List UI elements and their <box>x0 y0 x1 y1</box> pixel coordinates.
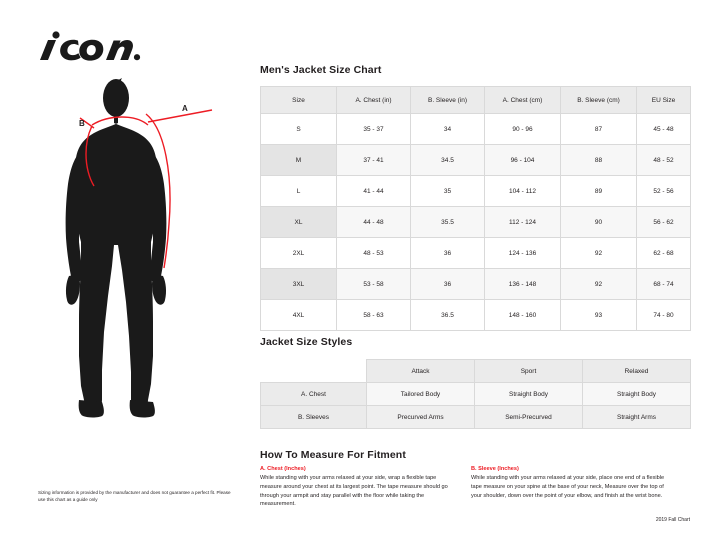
table-row <box>261 300 691 331</box>
styles-row-label-sleeves: B. Sleeves <box>261 406 367 429</box>
styles-col-attack: Attack <box>367 360 475 383</box>
cell-sleeve-in: 34.5 <box>411 145 485 176</box>
cell-size: 3XL <box>261 269 337 300</box>
fitment-chest <box>260 466 455 509</box>
cell-eu-size: 68 - 74 <box>637 269 691 300</box>
cell-eu-size: 45 - 48 <box>637 114 691 145</box>
size-chart-title: Men's Jacket Size Chart <box>260 64 382 76</box>
cell-chest-cm: 148 - 160 <box>485 300 561 331</box>
label-b: B <box>79 119 85 128</box>
styles-cell-relaxed: Straight Arms <box>583 406 691 429</box>
styles-corner-cell <box>261 360 367 383</box>
table-row <box>261 114 691 145</box>
styles-col-relaxed: Relaxed <box>583 360 691 383</box>
jacket-styles-table <box>260 359 691 429</box>
cell-sleeve-cm: 88 <box>561 145 637 176</box>
fitment-chest-heading: A. Chest (Inches) <box>260 466 306 472</box>
cell-chest-cm: 124 - 136 <box>485 238 561 269</box>
styles-col-sport: Sport <box>475 360 583 383</box>
cell-sleeve-in: 36 <box>411 238 485 269</box>
col-header-sleeve-cm: B. Sleeve (cm) <box>561 87 637 114</box>
cell-size: 4XL <box>261 300 337 331</box>
styles-cell-attack: Precurved Arms <box>367 406 475 429</box>
cell-chest-in: 41 - 44 <box>337 176 411 207</box>
body-figure-illustration <box>36 70 236 430</box>
cell-chest-cm: 104 - 112 <box>485 176 561 207</box>
cell-sleeve-cm: 92 <box>561 269 637 300</box>
col-header-sleeve-in: B. Sleeve (in) <box>411 87 485 114</box>
fitment-sleeve <box>471 466 666 509</box>
styles-row <box>261 406 691 429</box>
cell-chest-in: 58 - 63 <box>337 300 411 331</box>
cell-chest-cm: 136 - 148 <box>485 269 561 300</box>
cell-chest-in: 48 - 53 <box>337 238 411 269</box>
fitment-chest-body: While standing with your arms relaxed at your side, wrap a flexible tape measure around your chest at its largest point. The tape measure should go through your armpit and stay parallel with the floor while taking the measurement. <box>260 475 448 508</box>
cell-sleeve-in: 36 <box>411 269 485 300</box>
cell-eu-size: 56 - 62 <box>637 207 691 238</box>
cell-chest-in: 37 - 41 <box>337 145 411 176</box>
table-row <box>261 176 691 207</box>
col-header-eu-size: EU Size <box>637 87 691 114</box>
styles-cell-sport: Straight Body <box>475 383 583 406</box>
cell-sleeve-cm: 89 <box>561 176 637 207</box>
col-header-chest-in: A. Chest (in) <box>337 87 411 114</box>
size-chart-table <box>260 86 691 331</box>
cell-size: S <box>261 114 337 145</box>
cell-size: XL <box>261 207 337 238</box>
cell-chest-in: 44 - 48 <box>337 207 411 238</box>
cell-size: L <box>261 176 337 207</box>
cell-sleeve-in: 35.5 <box>411 207 485 238</box>
table-row <box>261 207 691 238</box>
styles-chart-title: Jacket Size Styles <box>260 336 353 348</box>
cell-chest-in: 35 - 37 <box>337 114 411 145</box>
styles-header-row <box>261 360 691 383</box>
styles-cell-relaxed: Straight Body <box>583 383 691 406</box>
cell-size: M <box>261 145 337 176</box>
cell-chest-cm: 112 - 124 <box>485 207 561 238</box>
cell-eu-size: 74 - 80 <box>637 300 691 331</box>
cell-chest-cm: 96 - 104 <box>485 145 561 176</box>
styles-row-label-chest: A. Chest <box>261 383 367 406</box>
cell-chest-cm: 90 - 96 <box>485 114 561 145</box>
label-a: A <box>182 104 188 113</box>
fitment-title: How To Measure For Fitment <box>260 449 406 461</box>
cell-sleeve-in: 36.5 <box>411 300 485 331</box>
styles-cell-attack: Tailored Body <box>367 383 475 406</box>
cell-chest-in: 53 - 58 <box>337 269 411 300</box>
table-row <box>261 145 691 176</box>
table-header-row <box>261 87 691 114</box>
cell-sleeve-cm: 93 <box>561 300 637 331</box>
cell-eu-size: 62 - 68 <box>637 238 691 269</box>
cell-sleeve-cm: 90 <box>561 207 637 238</box>
table-row <box>261 269 691 300</box>
cell-sleeve-in: 35 <box>411 176 485 207</box>
cell-eu-size: 48 - 52 <box>637 145 691 176</box>
fitment-sleeve-body: While standing with your arms relaxed at your side, place one end of a flexible tape measure on your spine at the base of your neck, Measure over the top of your shoulder, down over the point of your elbow, and finish at the wrist bone. <box>471 475 665 499</box>
fitment-instructions <box>260 466 690 509</box>
cell-sleeve-in: 34 <box>411 114 485 145</box>
sizing-disclaimer: Sizing information is provided by the manufacturer and does not guarantee a perfect fit. Please use this chart as a guide only <box>38 490 231 503</box>
styles-row <box>261 383 691 406</box>
styles-cell-sport: Semi-Precurved <box>475 406 583 429</box>
col-header-chest-cm: A. Chest (cm) <box>485 87 561 114</box>
icon-brand-logo <box>34 28 159 68</box>
cell-sleeve-cm: 87 <box>561 114 637 145</box>
cell-size: 2XL <box>261 238 337 269</box>
left-column <box>0 0 250 540</box>
cell-eu-size: 52 - 56 <box>637 176 691 207</box>
chart-footer-note: 2019 Fall Chart <box>655 517 690 523</box>
cell-sleeve-cm: 92 <box>561 238 637 269</box>
table-row <box>261 238 691 269</box>
fitment-sleeve-heading: B. Sleeve (Inches) <box>471 466 519 472</box>
col-header-size: Size <box>261 87 337 114</box>
